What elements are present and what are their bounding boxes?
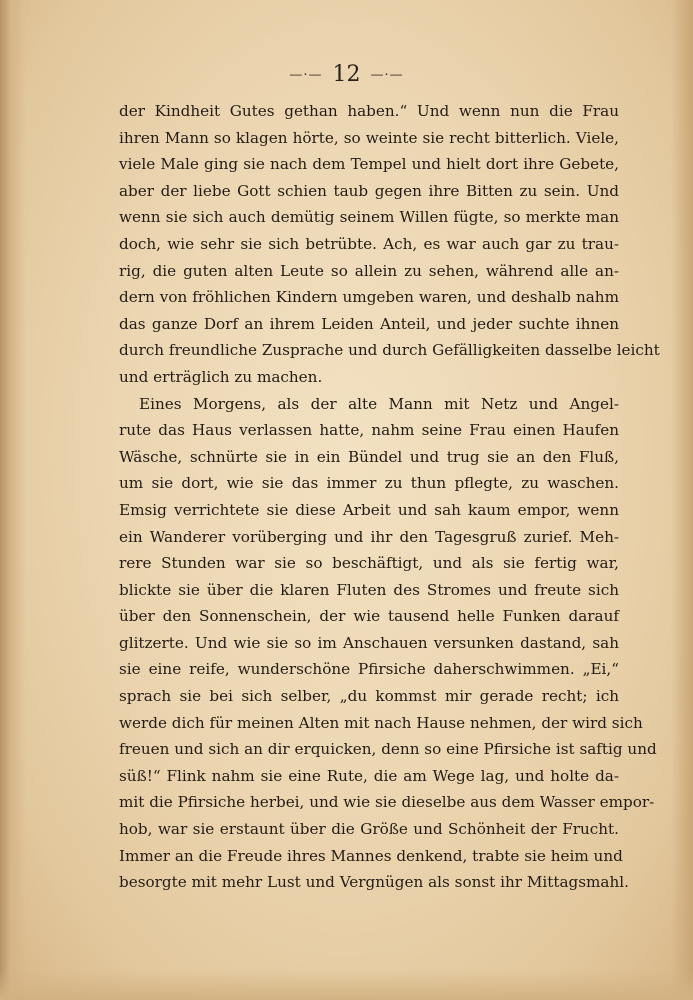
- text-line: werde dich für meinen Alten mit nach Hause nehmen, der wird sich: [119, 713, 643, 732]
- page-header: [0, 62, 693, 87]
- page-number: 12: [332, 62, 361, 87]
- text-line: rute das Haus verlassen hatte, nahm seine Frau einen Haufen: [119, 421, 619, 440]
- text-line: durch freundliche Zusprache und durch Gefälligkeiten dasselbe leicht: [119, 341, 660, 360]
- text-line: ein Wanderer vorüberging und ihr den Tagesgruß zurief. Meh-: [119, 527, 619, 546]
- text-line: um sie dort, wie sie das immer zu thun pflegte, zu waschen.: [119, 474, 619, 493]
- text-line: hob, war sie erstaunt über die Größe und Schönheit der Frucht.: [119, 820, 619, 839]
- spine-shadow: [0, 0, 26, 1000]
- text-line: freuen und sich an dir erquicken, denn so eine Pfirsiche ist saftig und: [119, 740, 657, 759]
- text-line: dern von fröhlichen Kindern umgeben waren, und deshalb nahm: [119, 288, 619, 307]
- page-edge-shading: [671, 0, 693, 1000]
- text-line: und erträglich zu machen.: [119, 367, 323, 386]
- text-line: sprach sie bei sich selber, „du kommst mir gerade recht; ich: [119, 687, 619, 706]
- text-line: Wäsche, schnürte sie in ein Bündel und trug sie an den Fluß,: [119, 447, 619, 466]
- text-line: das ganze Dorf an ihrem Leiden Anteil, und jeder suchte ihnen: [119, 314, 619, 333]
- text-line: süß!“ Flink nahm sie eine Rute, die am Wege lag, und holte da-: [119, 766, 619, 785]
- text-line: blickte sie über die klaren Fluten des Stromes und freute sich: [119, 580, 619, 599]
- text-line: viele Male ging sie nach dem Tempel und hielt dort ihre Gebete,: [119, 155, 619, 174]
- text-line: rere Stunden war sie so beschäftigt, und als sie fertig war,: [119, 554, 619, 573]
- body-text: [119, 98, 660, 896]
- ornament-right: —·—: [370, 67, 404, 83]
- text-line: aber der liebe Gott schien taub gegen ihre Bitten zu sein. Und: [119, 181, 619, 200]
- text-line: mit die Pfirsiche herbei, und wie sie dieselbe aus dem Wasser empor-: [119, 793, 655, 812]
- ornament-left: —·—: [289, 67, 323, 83]
- text-line: wenn sie sich auch demütig seinem Willen fügte, so merkte man: [119, 208, 619, 227]
- text-line: über den Sonnenschein, der wie tausend helle Funken darauf: [119, 607, 619, 626]
- text-line: ihren Mann so klagen hörte, so weinte sie recht bitterlich. Viele,: [119, 128, 619, 147]
- text-line: rig, die guten alten Leute so allein zu sehen, während alle an-: [119, 261, 619, 280]
- text-line: Eines Morgens, als der alte Mann mit Netz und Angel-: [139, 394, 619, 413]
- text-line: Emsig verrichtete sie diese Arbeit und sah kaum empor, wenn: [119, 500, 619, 519]
- text-line: Immer an die Freude ihres Mannes denkend, trabte sie heim und: [119, 846, 623, 865]
- text-line: doch, wie sehr sie sich betrübte. Ach, es war auch gar zu trau-: [119, 234, 619, 253]
- text-line: besorgte mit mehr Lust und Vergnügen als sonst ihr Mittagsmahl.: [119, 873, 629, 892]
- page-bottom-shading: [0, 970, 693, 1000]
- paragraph: [119, 391, 657, 896]
- text-line: der Kindheit Gutes gethan haben.“ Und wenn nun die Frau: [119, 102, 619, 120]
- text-line: sie eine reife, wunderschöne Pfirsiche daherschwimmen. „Ei,“: [119, 660, 619, 679]
- paragraph: [119, 98, 660, 391]
- text-line: glitzerte. Und wie sie so im Anschauen versunken dastand, sah: [119, 633, 619, 652]
